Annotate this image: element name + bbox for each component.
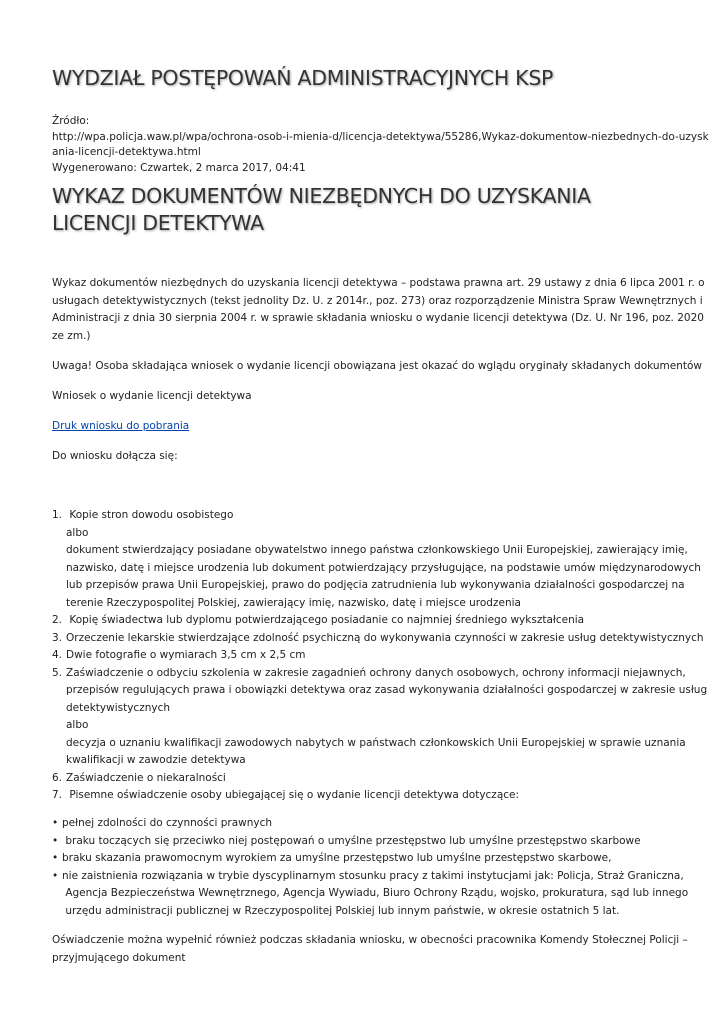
document-item-line: Zaświadczenie o niekaralności	[66, 771, 226, 784]
item-number: 7.	[52, 789, 63, 801]
intro-paragraph	[52, 275, 705, 345]
closing-line: przyjmującego dokument	[52, 951, 186, 964]
declaration-item	[52, 815, 692, 833]
source-url-line-2: ania-licencji-detektywa.html	[52, 146, 201, 158]
article-title-line-1: WYKAZ DOKUMENTÓW NIEZBĘDNYCH DO UZYSKANIA	[52, 184, 591, 208]
document-item	[52, 770, 692, 788]
item-number: 1.	[52, 509, 63, 521]
article-title	[52, 183, 652, 237]
source-meta	[52, 114, 709, 176]
declaration-line: Agencja Bezpieczeństwa Wewnętrznego, Agencja Wywiadu, Biuro Ochrony Rządu, wojsko, prokuratura, sąd lub innego	[62, 887, 689, 899]
document-item	[52, 787, 692, 805]
document-item-line: Kopie stron dowodu osobistego	[66, 509, 234, 521]
document-item-line: Zaświadczenie o odbyciu szkolenia w zakresie zagadnień ochrony danych osobowych, ochrony informacji niejawnych,	[66, 666, 686, 679]
document-item-line: albo	[66, 526, 89, 539]
generated-date: Wygenerowano: Czwartek, 2 marca 2017, 04:41	[52, 161, 306, 174]
intro-line: ze zm.)	[52, 329, 91, 342]
bullet-icon: •	[52, 834, 59, 847]
application-paragraph: Wniosek o wydanie licencji detektywa	[52, 390, 252, 402]
closing-paragraph	[52, 932, 688, 967]
declaration-line: pełnej zdolności do czynności prawnych	[62, 817, 273, 829]
document-item-line: nazwisko, datę i miejsce urodzenia lub dokument potwierdzający przysługujące, na podstawie umów międzynarodowych	[66, 561, 701, 574]
source-label: Źródło:	[52, 115, 90, 127]
intro-line: usługach detektywistycznych (tekst jednolity Dz. U. z 2014r., poz. 273) oraz rozporządzenie Ministra Spraw Wewnętrznych i	[52, 294, 703, 307]
download-form-link[interactable]: Druk wniosku do pobrania	[52, 420, 190, 432]
intro-line: Wykaz dokumentów niezbędnych do uzyskania licencji detektywa – podstawa prawna art. 29 ustawy z dnia 6 lipca 2001 r. o	[52, 277, 705, 289]
declaration-line: braku toczących się przeciwko niej postępowań o umyślne przestępstwo lub umyślne przestępstwo skarbowe	[62, 834, 641, 847]
document-item-line: Orzeczenie lekarskie stwierdzające zdolność psychiczną do wykonywania czynności w zakresie usług detektywistycznych	[66, 631, 704, 644]
attach-intro: Do wniosku dołącza się:	[52, 450, 178, 462]
document-item-line: Pisemne oświadczenie osoby ubiegającej się o wydanie licencji detektywa dotyczące:	[66, 789, 520, 801]
document-item-line: dokument stwierdzający posiadane obywatelstwo innego państwa członkowskiego Unii Europejskiej, zawierający imię,	[66, 544, 688, 556]
item-number: 6.	[52, 771, 63, 784]
download-paragraph	[52, 418, 677, 436]
documents-list	[52, 507, 708, 805]
item-number: 5.	[52, 666, 63, 679]
source-url-line-1: http://wpa.policja.waw.pl/wpa/ochrona-osob-i-mienia-d/licencja-detektywa/55286,Wykaz-dokumentow-niezbednych-do-uzysk	[52, 130, 709, 143]
declaration-line: braku skazania prawomocnym wyrokiem za umyślne przestępstwo lub umyślne przestępstwo skarbowe,	[62, 852, 612, 864]
bullet-icon: •	[52, 869, 59, 882]
document-item	[52, 647, 692, 665]
warning-paragraph: Uwaga! Osoba składająca wniosek o wydanie licencji obowiązana jest okazać do wglądu oryginały składanych dokumentów	[52, 360, 703, 372]
closing-line: Oświadczenie można wypełnić również podczas składania wniosku, w obecności pracownika Komendy Stołecznej Policji –	[52, 934, 688, 946]
document-item	[52, 612, 692, 630]
intro-line: Administracji z dnia 30 sierpnia 2004 r. w sprawie składania wniosku o wydanie licencji detektywa (Dz. U. Nr 196, poz. 2020	[52, 312, 704, 324]
document-item-line: terenie Rzeczypospolitej Polskiej, zawierający imię, nazwisko, datę i miejsce urodzenia	[66, 596, 521, 609]
document-item-line: lub przepisów prawa Unii Europejskiej, prawo do podjęcia zatrudnienia lub wykonywania działalności gospodarczej na	[66, 579, 685, 591]
site-title: WYDZIAŁ POSTĘPOWAŃ ADMINISTRACYJNYCH KSP	[52, 66, 554, 90]
item-number: 4.	[52, 649, 63, 661]
document-item-line: Dwie fotografie o wymiarach 3,5 cm x 2,5 cm	[66, 649, 306, 661]
document-item-line: decyzja o uznaniu kwalifikacji zawodowych nabytych w państwach członkowskich Unii Europejskiej w sprawie uznania	[66, 736, 686, 749]
declaration-item	[52, 868, 692, 921]
item-number: 2.	[52, 614, 63, 626]
declaration-item	[52, 850, 692, 868]
bullet-icon: •	[52, 852, 59, 864]
document-item-line: detektywistycznych	[66, 701, 171, 714]
declaration-line: urzędu administracji publicznej w Rzeczypospolitej Polskiej lub innym państwie, w okresie ostatnich 5 lat.	[62, 904, 620, 917]
document-item	[52, 630, 704, 648]
document-item-line: kwalifikacji w zawodzie detektywa	[66, 754, 246, 766]
bullet-icon: •	[52, 817, 59, 829]
declarations-list	[52, 815, 692, 920]
document-item	[52, 507, 701, 612]
document-item	[52, 665, 708, 770]
declaration-item	[52, 833, 692, 851]
declaration-line: nie zaistnienia rozwiązania w trybie dyscyplinarnym stosunku pracy z takimi instytucjami jak: Policja, Straż Graniczna,	[62, 869, 684, 882]
article-title-line-2: LICENCJI DETEKTYWA	[52, 211, 264, 235]
document-item-line: albo	[66, 719, 89, 731]
document-item-line: przepisów regulujących prawa i obowiązki detektywa oraz zasad wykonywania działalności gospodarczej w zakresie usług	[66, 684, 708, 696]
document-item-line: Kopię świadectwa lub dyplomu potwierdzającego posiadanie co najmniej średniego wykształcenia	[66, 614, 585, 626]
item-number: 3.	[52, 631, 63, 644]
